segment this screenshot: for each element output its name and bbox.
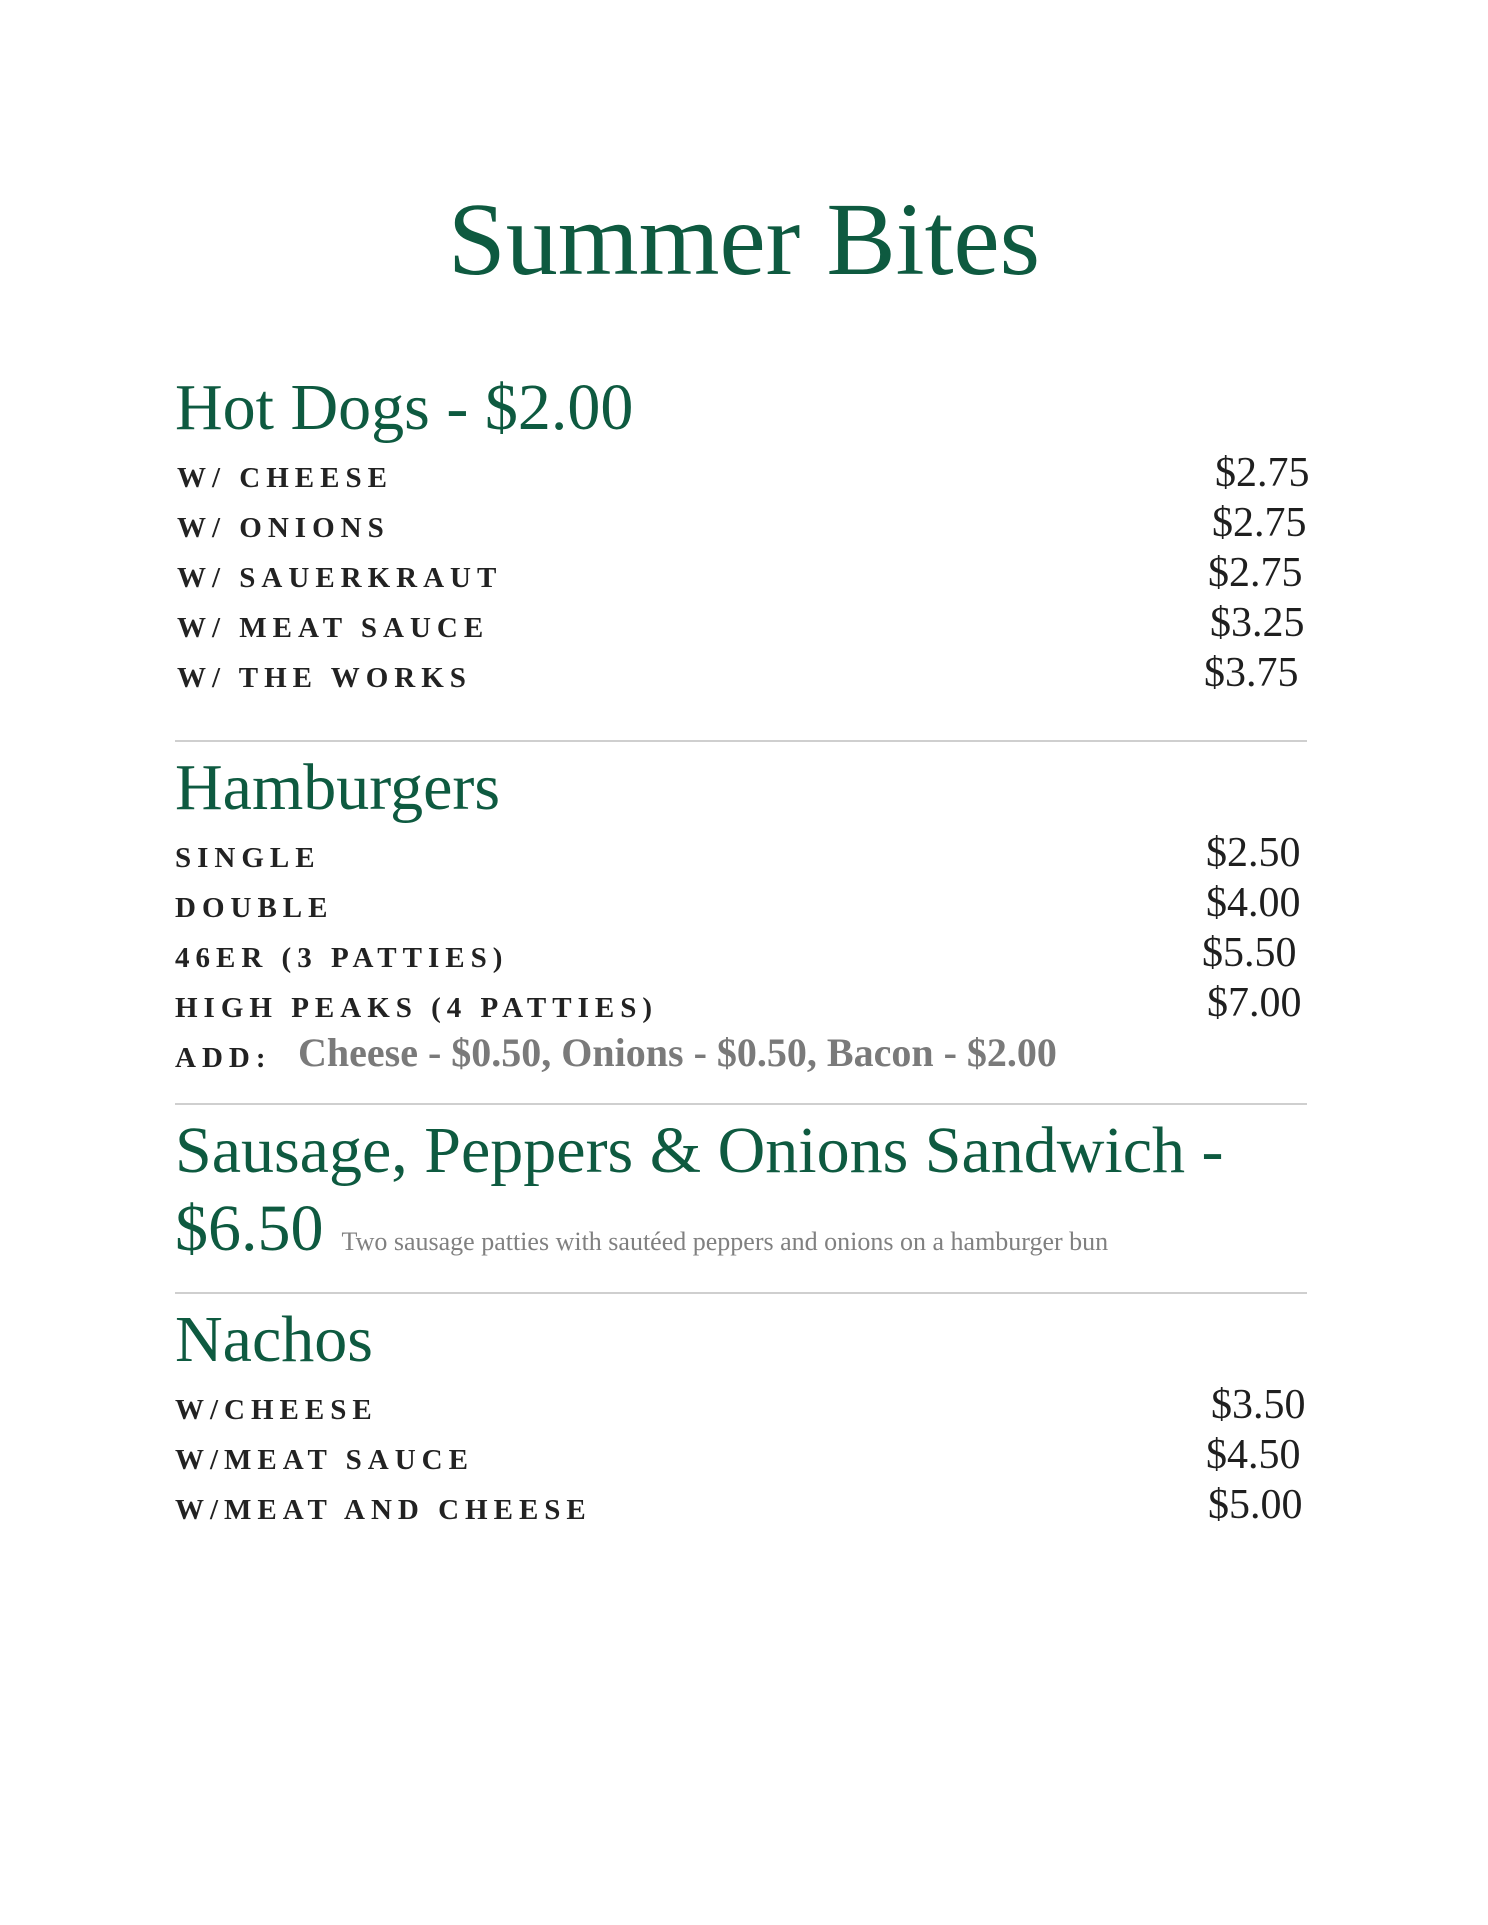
- sausage-price: $6.50: [175, 1192, 324, 1265]
- item-name: 46ER (3 PATTIES): [175, 942, 509, 974]
- item-name: W/ MEAT SAUCE: [177, 612, 490, 644]
- nachos-section: [175, 1300, 1307, 1530]
- item-name: DOUBLE: [175, 892, 334, 924]
- page-title: Summer Bites: [447, 182, 1041, 297]
- menu-row: [175, 828, 1307, 878]
- menu-row: [175, 548, 1307, 598]
- item-price: $5.00: [1208, 1482, 1303, 1528]
- item-name: HIGH PEAKS (4 PATTIES): [175, 992, 659, 1024]
- menu-row: [175, 648, 1307, 698]
- item-name: W/ SAUERKRAUT: [177, 562, 503, 594]
- add-label: ADD:: [175, 1042, 272, 1074]
- hamburgers-heading: Hamburgers: [175, 751, 501, 824]
- item-price: $3.50: [1211, 1382, 1306, 1428]
- hamburgers-section: [175, 748, 1307, 1080]
- item-price: $2.75: [1208, 550, 1303, 596]
- menu-row: [175, 1480, 1307, 1530]
- item-price: $3.75: [1204, 650, 1299, 696]
- menu-row: [175, 878, 1307, 928]
- item-price: $2.75: [1212, 500, 1307, 546]
- item-name: W/CHEESE: [175, 1394, 378, 1426]
- section-divider: [175, 1103, 1307, 1105]
- item-price: $7.00: [1207, 980, 1302, 1026]
- sausage-section: [175, 1112, 1307, 1285]
- nachos-heading: Nachos: [175, 1303, 373, 1376]
- sausage-description: Two sausage patties with sautéed peppers and onions on a hamburger bun: [341, 1227, 1109, 1256]
- menu-row: [175, 498, 1307, 548]
- item-price: $4.00: [1206, 880, 1301, 926]
- menu-row: [175, 598, 1307, 648]
- menu-row: [175, 1380, 1307, 1430]
- item-name: W/ THE WORKS: [177, 662, 472, 694]
- item-name: W/MEAT SAUCE: [175, 1444, 474, 1476]
- sausage-price-line: [175, 1190, 1307, 1285]
- section-divider: [175, 1292, 1307, 1294]
- item-name: W/MEAT AND CHEESE: [175, 1494, 592, 1526]
- add-ons-text: Cheese - $0.50, Onions - $0.50, Bacon - $2.00: [298, 1030, 1057, 1075]
- item-price: $4.50: [1206, 1432, 1301, 1478]
- menu-row: [175, 448, 1310, 498]
- hot-dogs-section: [175, 368, 1310, 698]
- item-price: $5.50: [1202, 930, 1297, 976]
- item-name: W/ CHEESE: [177, 462, 393, 494]
- add-ons-line: [175, 1028, 1307, 1080]
- item-name: SINGLE: [175, 842, 321, 874]
- hot-dogs-heading: Hot Dogs - $2.00: [175, 371, 634, 444]
- menu-row: [175, 1430, 1307, 1480]
- item-price: $3.25: [1210, 600, 1305, 646]
- sausage-heading: Sausage, Peppers & Onions Sandwich -: [175, 1114, 1224, 1187]
- menu-row: [175, 928, 1307, 978]
- item-name: W/ ONIONS: [177, 512, 390, 544]
- item-price: $2.75: [1215, 450, 1310, 496]
- section-divider: [175, 740, 1307, 742]
- menu-row: [175, 978, 1307, 1028]
- item-price: $2.50: [1206, 830, 1301, 876]
